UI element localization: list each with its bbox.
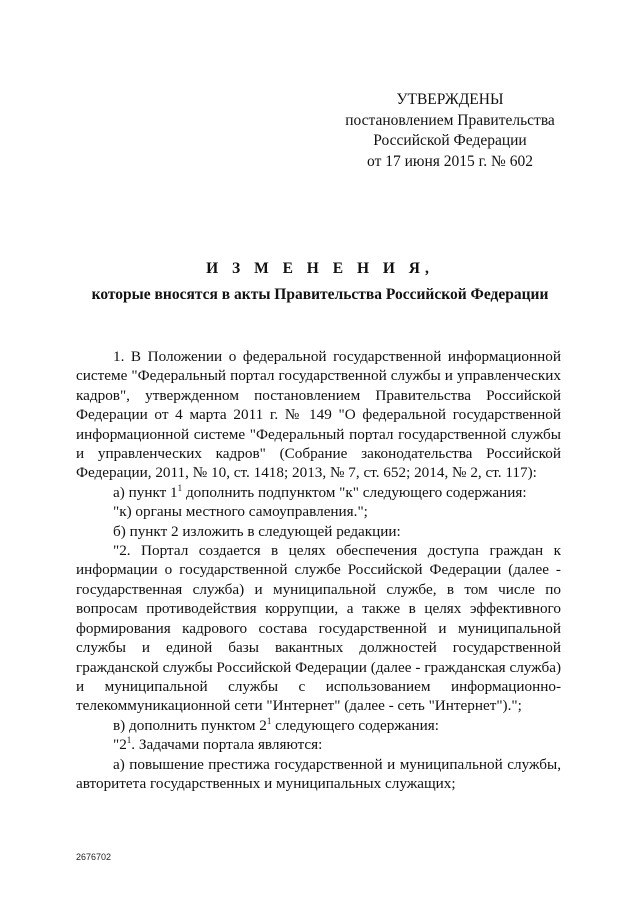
approval-line-resolution: постановлением Правительства bbox=[345, 111, 555, 129]
paragraph-point-2-1-end: . Задачами портала являются: bbox=[131, 736, 323, 754]
document-body bbox=[76, 347, 561, 793]
paragraph-item-a-end: дополнить подпунктом "к" следующего содержания: bbox=[182, 483, 527, 501]
approval-line-date: от 17 июня 2015 г. № 602 bbox=[367, 152, 533, 170]
paragraph-item-a-start: а) пункт 1 bbox=[113, 483, 178, 501]
paragraph-point-2: "2. Портал создается в целях обеспечения доступа граждан к информации о государственной службе Российской Федерации (далее - государственная служба) и муниципальной службе, в том числе по вопросам противодействия коррупции, а также в целях эффективного формирования кадрового состава государственной и муниципальной службы и единой базы вакантных должностей государственной гражданской службы Российской Федерации (далее - гражданская служба) и муниципальной службы с использованием информационно-телекоммуникационной сети "Интернет" (далее - сеть "Интернет")."; bbox=[76, 542, 561, 715]
document-subtitle: которые вносятся в акты Правительства Российской Федерации bbox=[91, 286, 549, 303]
paragraph-item-v bbox=[76, 716, 561, 735]
approval-line-government: Российской Федерации bbox=[373, 132, 527, 149]
document-code: 2676702 bbox=[76, 852, 112, 862]
document-title: И З М Е Н Е Н И Я, bbox=[206, 260, 434, 277]
approval-stamp bbox=[330, 90, 570, 172]
paragraph-quote-k: "к) органы местного самоуправления."; bbox=[113, 503, 368, 521]
paragraph-item-v-start: в) дополнить пунктом 2 bbox=[113, 716, 267, 734]
paragraph-item-v-end: следующего содержания: bbox=[271, 716, 439, 734]
paragraph-1: 1. В Положении о федеральной государственной информационной системе "Федеральный портал государственной службы и управленческих кадров", утвержденном постановлением Правительства Российской Федерации от 4 марта 2011 г. № 149 "О федеральной государственной информационной системе "Федеральный портал государственной службы и управленческих кадров" (Собрание законодательства Российской Федерации, 2011, № 10, ст. 1418; 2013, № 7, ст. 652; 2014, № 2, ст. 117): bbox=[76, 348, 561, 482]
paragraph-subitem-a: а) повышение престижа государственной и муниципальной службы, авторитета государственных и муниципальных служащих; bbox=[76, 755, 561, 792]
paragraph-point-2-1 bbox=[76, 735, 561, 754]
paragraph-item-a bbox=[76, 483, 561, 502]
superscript: 1 bbox=[177, 482, 183, 493]
superscript: 1 bbox=[126, 735, 132, 746]
superscript: 1 bbox=[266, 715, 272, 726]
approval-title: УТВЕРЖДЕНЫ bbox=[396, 91, 504, 108]
paragraph-point-2-1-start: "2 bbox=[113, 736, 127, 754]
paragraph-item-b: б) пункт 2 изложить в следующей редакции: bbox=[113, 522, 401, 540]
